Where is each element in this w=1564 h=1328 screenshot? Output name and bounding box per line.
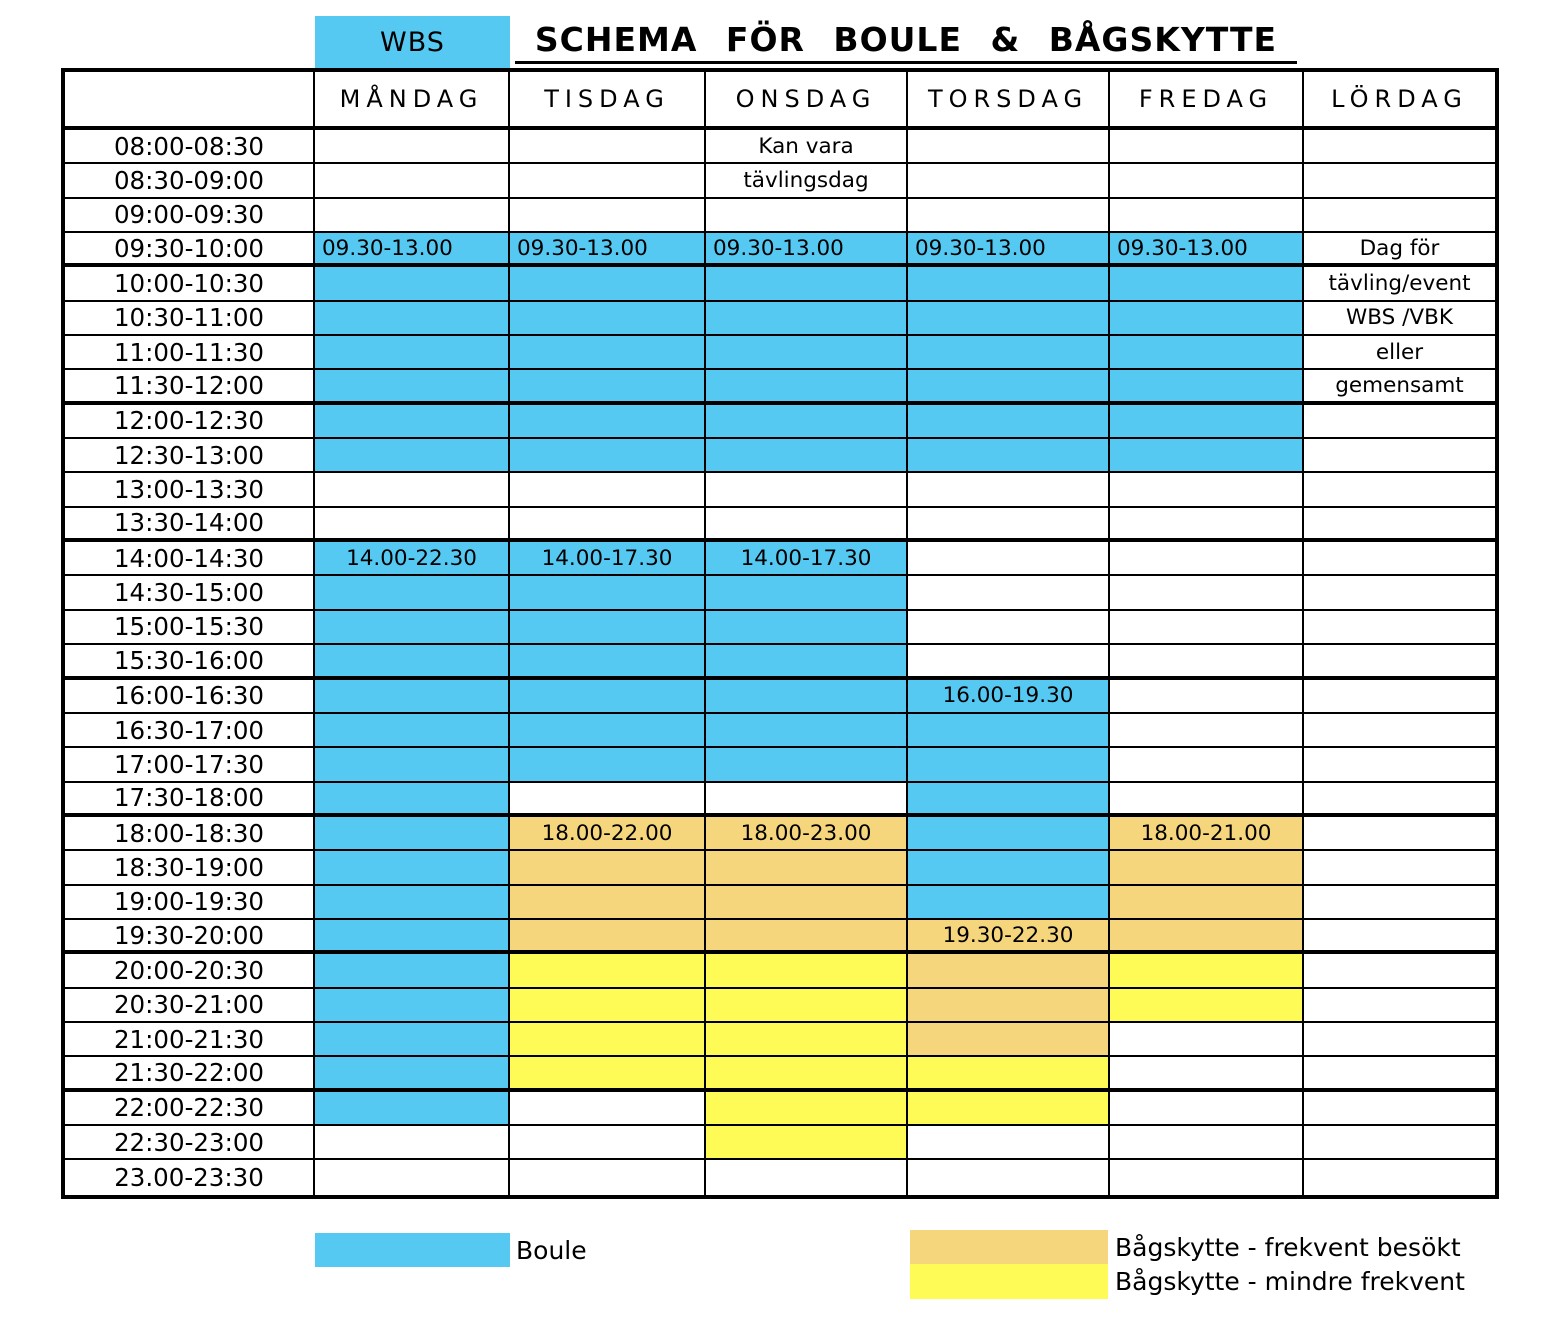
schedule-cell-saturday [1304,576,1495,608]
time-label: 12:30-13:00 [65,439,315,471]
schedule-cell-tuesday [510,302,706,334]
schedule-cell-wednesday [706,680,908,712]
schedule-cell-friday [1110,851,1304,883]
schedule-cell-friday [1110,1160,1304,1194]
schedule-cell-friday [1110,611,1304,643]
table-row [65,439,1495,473]
schedule-cell-thursday [908,130,1110,162]
schedule-cell-monday [315,130,510,162]
schedule-cell-saturday [1304,130,1495,162]
schedule-cell-saturday [1304,954,1495,986]
schedule-cell-monday [315,886,510,918]
schedule-cell-saturday [1304,405,1495,437]
time-label: 18:00-18:30 [65,817,315,849]
time-label: 11:00-11:30 [65,336,315,368]
schedule-cell-thursday [908,267,1110,299]
schedule-cell-tuesday [510,920,706,950]
schedule-cell-thursday [908,405,1110,437]
table-row [65,302,1495,336]
schedule-cell-thursday [908,1057,1110,1087]
schedule-cell-tuesday [510,267,706,299]
schedule-cell-wednesday [706,1126,908,1158]
schedule-cell-tuesday [510,714,706,746]
time-label: 11:30-12:00 [65,370,315,400]
schedule-table [61,68,1499,1199]
schedule-cell-saturday [1304,920,1495,950]
schedule-cell-monday [315,473,510,505]
schedule-cell-friday [1110,267,1304,299]
schedule-cell-saturday: WBS /VBK [1346,305,1453,331]
schedule-cell-thursday [908,1023,1110,1055]
schedule-cell-saturday [1304,886,1495,918]
time-label: 19:30-20:00 [65,920,315,950]
schedule-cell-saturday [1304,473,1495,505]
schedule-cell-tuesday [510,336,706,368]
legend-label-less: Bågskytte - mindre frekvent [1115,1266,1465,1296]
schedule-cell-saturday [1304,748,1495,780]
schedule-cell-saturday [1304,439,1495,471]
time-label: 17:30-18:00 [65,783,315,813]
schedule-cell-monday [315,714,510,746]
time-label: 20:30-21:00 [65,989,315,1021]
schedule-cell-tuesday [510,783,706,813]
table-row [65,714,1495,748]
table-row [65,817,1495,851]
schedule-cell-monday [315,405,510,437]
schedule-cell-tuesday [510,851,706,883]
time-label: 14:30-15:00 [65,576,315,608]
schedule-cell-tuesday [510,680,706,712]
schedule-cell-tuesday [510,405,706,437]
legend-swatch-boule [315,1233,510,1267]
time-label: 23.00-23:30 [65,1160,315,1194]
time-label: 22:30-23:00 [65,1126,315,1158]
time-label: 19:00-19:30 [65,886,315,918]
table-row [65,1023,1495,1057]
schedule-cell-friday [1110,920,1304,950]
schedule-cell-saturday: Dag för [1359,235,1440,261]
schedule-cell-friday [1110,370,1304,400]
schedule-cell-thursday [908,370,1110,400]
schedule-cell-friday [1110,714,1304,746]
schedule-cell-thursday [908,748,1110,780]
schedule-cell-monday [315,748,510,780]
schedule-cell-thursday [908,1160,1110,1194]
table-row [65,130,1495,164]
schedule-cell-friday [1110,954,1304,986]
schedule-cell-tuesday [510,989,706,1021]
schedule-cell-thursday [908,611,1110,643]
time-label: 15:00-15:30 [65,611,315,643]
table-row [65,542,1495,576]
time-label: 12:00-12:30 [65,405,315,437]
schedule-cell-friday [1110,405,1304,437]
schedule-cell-tuesday [510,1057,706,1087]
schedule-cell-saturday: tävling/event [1328,271,1471,297]
schedule-cell-wednesday: tävlingsdag [706,164,908,196]
time-label: 09:00-09:30 [65,199,315,231]
time-label: 13:30-14:00 [65,508,315,538]
time-label: 16:00-16:30 [65,680,315,712]
schedule-cell-wednesday [706,1160,908,1194]
schedule-cell-thursday [908,851,1110,883]
schedule-cell-monday [315,267,510,299]
schedule-cell-friday [1110,473,1304,505]
day-header-saturday: LÖRDAG [1331,85,1468,113]
schedule-cell-wednesday [706,989,908,1021]
schedule-cell-wednesday [706,1092,908,1124]
table-row [65,1092,1495,1126]
schedule-cell-wednesday [706,576,908,608]
schedule-cell-wednesday [706,645,908,675]
schedule-cell-tuesday [510,164,706,196]
table-row [65,989,1495,1023]
schedule-cell-tuesday [510,130,706,162]
schedule-cell-thursday [908,714,1110,746]
schedule-cell-monday: 14.00-22.30 [315,542,510,574]
schedule-cell-saturday [1304,611,1495,643]
schedule-cell-wednesday [706,199,908,231]
table-row [65,1057,1495,1091]
schedule-cell-wednesday [706,267,908,299]
table-row [65,645,1495,679]
schedule-cell-friday [1110,130,1304,162]
schedule-cell-monday [315,1023,510,1055]
schedule-cell-monday: 09.30-13.00 [315,233,510,263]
schedule-cell-wednesday [706,920,908,950]
schedule-cell-wednesday: 18.00-23.00 [706,817,908,849]
schedule-cell-thursday [908,886,1110,918]
schedule-cell-wednesday: 14.00-17.30 [706,542,908,574]
schedule-cell-friday [1110,439,1304,471]
table-row [65,748,1495,782]
schedule-cell-wednesday [706,473,908,505]
day-header-tuesday: TISDAG [510,72,706,126]
schedule-cell-tuesday [510,1023,706,1055]
time-label: 09:30-10:00 [65,233,315,263]
wbs-box: WBS [315,16,510,68]
schedule-cell-thursday [908,645,1110,675]
schedule-cell-thursday: 16.00-19.30 [908,680,1110,712]
table-row [65,508,1495,542]
schedule-cell-monday [315,164,510,196]
schedule-cell-friday [1110,680,1304,712]
table-row [65,1160,1495,1194]
day-header-wednesday: ONSDAG [706,72,908,126]
table-row [65,370,1495,404]
schedule-cell-saturday: eller [1375,339,1424,365]
schedule-cell-monday [315,817,510,849]
schedule-cell-friday [1110,576,1304,608]
schedule-cell-saturday [1304,1092,1495,1124]
schedule-cell-friday [1110,508,1304,538]
time-label: 08:00-08:30 [65,130,315,162]
schedule-cell-monday [315,783,510,813]
schedule-cell-friday [1110,645,1304,675]
schedule-cell-thursday [908,783,1110,813]
schedule-cell-tuesday [510,508,706,538]
table-row [65,611,1495,645]
schedule-cell-wednesday [706,336,908,368]
legend-swatch-frequent [910,1230,1108,1264]
schedule-cell-thursday [908,576,1110,608]
schedule-cell-tuesday: 18.00-22.00 [510,817,706,849]
table-row [65,199,1495,233]
schedule-cell-wednesday [706,439,908,471]
schedule-cell-wednesday: 09.30-13.00 [706,233,908,263]
schedule-cell-monday [315,954,510,986]
schedule-cell-friday [1110,783,1304,813]
schedule-cell-friday [1110,989,1304,1021]
schedule-cell-tuesday [510,1126,706,1158]
schedule-cell-friday [1110,1057,1304,1087]
time-label: 10:30-11:00 [65,302,315,334]
schedule-cell-thursday: 09.30-13.00 [908,233,1110,263]
schedule-cell-thursday [908,542,1110,574]
schedule-cell-monday [315,1057,510,1087]
schedule-cell-thursday: 19.30-22.30 [908,920,1110,950]
schedule-cell-thursday [908,199,1110,231]
schedule-cell-wednesday [706,370,908,400]
schedule-cell-tuesday [510,576,706,608]
table-row [65,954,1495,988]
schedule-cell-monday [315,199,510,231]
schedule-cell-saturday [1304,680,1495,712]
schedule-cell-wednesday [706,508,908,538]
schedule-cell-saturday [1304,1057,1495,1087]
schedule-cell-saturday [1304,199,1495,231]
schedule-cell-saturday [1304,542,1495,574]
schedule-cell-thursday [908,1126,1110,1158]
corner-cell [65,72,315,126]
schedule-cell-wednesday [706,714,908,746]
legend-swatch-less [910,1264,1108,1299]
schedule-cell-monday [315,302,510,334]
schedule-cell-tuesday [510,1092,706,1124]
table-row [65,473,1495,507]
table-row [65,233,1495,267]
schedule-cell-monday [315,508,510,538]
day-header-thursday: TORSDAG [908,72,1110,126]
schedule-cell-monday [315,989,510,1021]
schedule-cell-friday [1110,164,1304,196]
time-label: 13:00-13:30 [65,473,315,505]
schedule-cell-saturday [1304,164,1495,196]
time-label: 20:00-20:30 [65,954,315,986]
schedule-cell-tuesday [510,611,706,643]
table-row [65,920,1495,954]
page-title: SCHEMA FÖR BOULE & BÅGSKYTTE [515,12,1297,64]
schedule-cell-tuesday [510,748,706,780]
schedule-cell-wednesday [706,405,908,437]
schedule-cell-tuesday: 14.00-17.30 [510,542,706,574]
schedule-cell-friday: 18.00-21.00 [1110,817,1304,849]
schedule-cell-thursday [908,473,1110,505]
schedule-cell-tuesday [510,954,706,986]
schedule-cell-friday: 09.30-13.00 [1110,233,1304,263]
time-label: 21:30-22:00 [65,1057,315,1087]
schedule-cell-wednesday: Kan vara [706,130,908,162]
schedule-cell-friday [1110,336,1304,368]
schedule-cell-tuesday [510,439,706,471]
time-label: 08:30-09:00 [65,164,315,196]
schedule-cell-friday [1110,886,1304,918]
schedule-cell-tuesday [510,645,706,675]
day-header-row [65,72,1495,130]
schedule-cell-wednesday [706,886,908,918]
schedule-cell-saturday [1304,851,1495,883]
schedule-cell-monday [315,851,510,883]
schedule-cell-monday [315,1160,510,1194]
schedule-cell-thursday [908,954,1110,986]
schedule-cell-tuesday [510,886,706,918]
schedule-cell-thursday [908,989,1110,1021]
day-header-monday: MÅNDAG [315,72,510,126]
schedule-cell-friday [1110,1092,1304,1124]
schedule-cell-friday [1110,302,1304,334]
schedule-cell-thursday [908,302,1110,334]
schedule-cell-monday [315,439,510,471]
schedule-cell-saturday [1304,1160,1495,1194]
schedule-cell-friday [1110,542,1304,574]
schedule-cell-wednesday [706,748,908,780]
schedule-cell-thursday [908,1092,1110,1124]
schedule-cell-monday [315,1126,510,1158]
schedule-cell-monday [315,645,510,675]
time-label: 15:30-16:00 [65,645,315,675]
schedule-cell-wednesday [706,611,908,643]
table-row [65,680,1495,714]
schedule-cell-thursday [908,164,1110,196]
time-label: 22:00-22:30 [65,1092,315,1124]
table-row [65,336,1495,370]
time-label: 21:00-21:30 [65,1023,315,1055]
table-row [65,851,1495,885]
schedule-cell-saturday [1304,1126,1495,1158]
schedule-cell-saturday [1304,1023,1495,1055]
schedule-cell-wednesday [706,1057,908,1087]
table-row [65,576,1495,610]
schedule-cell-tuesday [510,1160,706,1194]
table-row [65,267,1495,301]
schedule-cell-wednesday [706,302,908,334]
schedule-cell-friday [1110,199,1304,231]
time-label: 16:30-17:00 [65,714,315,746]
schedule-cell-wednesday [706,954,908,986]
table-row [65,886,1495,920]
table-row [65,783,1495,817]
schedule-cell-saturday [1304,645,1495,675]
schedule-cell-saturday: gemensamt [1335,373,1464,399]
legend-label-frequent: Bågskytte - frekvent besökt [1115,1232,1461,1262]
schedule-cell-monday [315,370,510,400]
schedule-cell-tuesday: 09.30-13.00 [510,233,706,263]
schedule-cell-monday [315,576,510,608]
schedule-cell-saturday [1304,508,1495,538]
table-row [65,164,1495,198]
schedule-cell-friday [1110,1023,1304,1055]
day-header-friday: FREDAG [1110,72,1304,126]
schedule-cell-monday [315,1092,510,1124]
schedule-cell-tuesday [510,370,706,400]
schedule-cell-wednesday [706,851,908,883]
schedule-cell-wednesday [706,783,908,813]
schedule-cell-monday [315,920,510,950]
time-label: 10:00-10:30 [65,267,315,299]
schedule-cell-friday [1110,748,1304,780]
table-row [65,405,1495,439]
schedule-cell-saturday [1304,714,1495,746]
schedule-cell-thursday [908,508,1110,538]
time-label: 18:30-19:00 [65,851,315,883]
time-label: 17:00-17:30 [65,748,315,780]
schedule-cell-saturday [1304,817,1495,849]
schedule-cell-monday [315,611,510,643]
schedule-cell-thursday [908,336,1110,368]
schedule-cell-tuesday [510,199,706,231]
schedule-cell-saturday [1304,783,1495,813]
schedule-body [65,130,1495,1195]
schedule-cell-saturday [1304,989,1495,1021]
schedule-cell-thursday [908,439,1110,471]
schedule-cell-monday [315,680,510,712]
legend-label-boule: Boule [516,1235,587,1265]
schedule-cell-wednesday [706,1023,908,1055]
schedule-cell-friday [1110,1126,1304,1158]
schedule-cell-monday [315,336,510,368]
schedule-cell-tuesday [510,473,706,505]
table-row [65,1126,1495,1160]
time-label: 14:00-14:30 [65,542,315,574]
schedule-cell-thursday [908,817,1110,849]
